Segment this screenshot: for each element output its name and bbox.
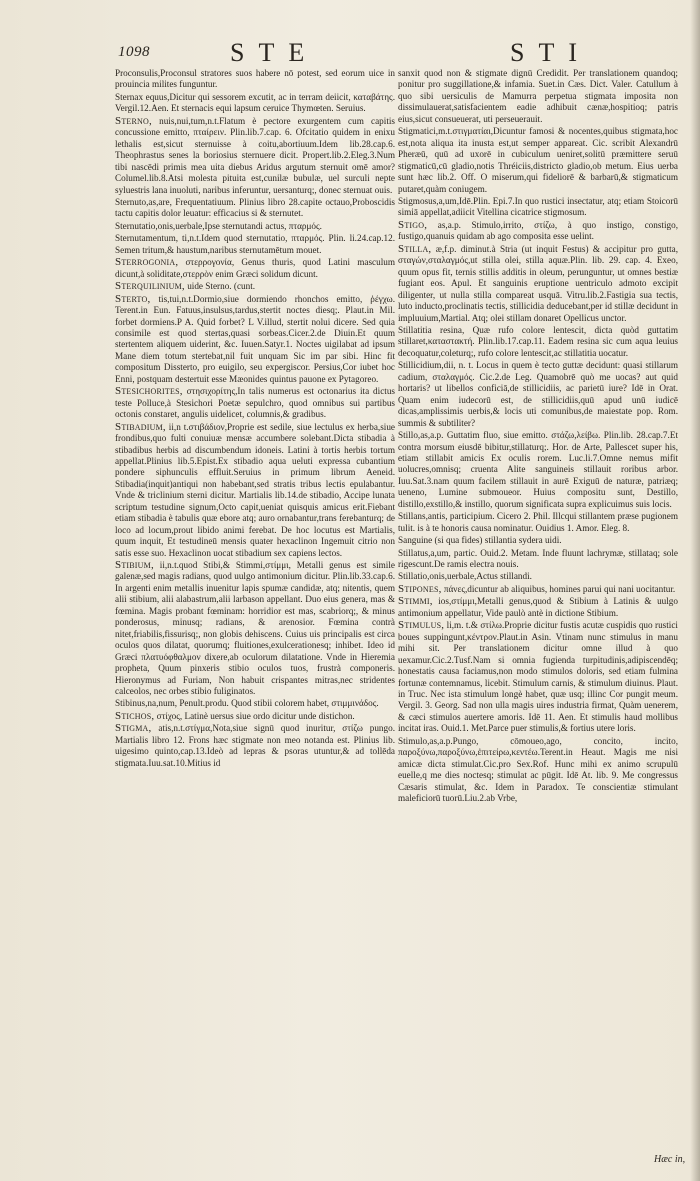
entry-text: Stillo,as,a.p. Guttatim fluo, siue emitto. στάζω,λείβω. Plin.lib. 28.cap.7.Et contra morsum eiusdē bibitur,stillaturq;. Hor. de Arte, Pallescet super his, etiam stillabit amicis Ex oculis rorem. Luc.li.7.Omne nemus mifit uolucres,omnisq; cruenta Alite sanguineis stillauit roribus arbor. Iuu.Sat.3.nam quum facilem stillauit in aurē Exiguū de naturæ, patriæq; ueneno, Lumine submoueor. Huius compositu sunt, Destillo, distillo,exstillo,& instillo, quorum significata supra explicuimus suis locis. bbox=[398, 430, 678, 509]
dictionary-entry bbox=[398, 620, 678, 735]
dictionary-entry bbox=[398, 430, 678, 510]
entry-headword: Stimmi, bbox=[398, 595, 433, 608]
entry-text: Stillicidium,dii, n. t. Locus in quem è tecto guttæ decidunt: quasi stillarum cadium, σταλαγμός. Cic.2.de Leg. Quamobrē quò me uocas? aut quid hortaris? ut libellos conficiā,de stillicidiis, ac parietū iure? Idē in Orat. Quam enim iudecorū est, de stillicidiis,quū apud unū iudicē dicas,amplissimis uerbis,& locis uti comunibus,de maiestate pop. Rom. summis & subtiliter? bbox=[398, 360, 678, 428]
dictionary-entry bbox=[115, 386, 395, 420]
entry-headword: Stimulus, bbox=[398, 619, 445, 632]
dictionary-entry bbox=[398, 571, 678, 582]
dictionary-entry bbox=[398, 736, 678, 805]
dictionary-entry bbox=[115, 68, 395, 91]
dictionary-entry bbox=[115, 221, 395, 232]
dictionary-entry bbox=[115, 711, 395, 722]
entry-text: Stillatitia resina, Quæ rufo colore lentescit, dicta quòd guttatim stillaret,καταστακτή. Plin.lib.17.cap.11. Eadem resina sic cum aqua leuius decoquatur,coleturq;, rufo colore lentescit,ac stillatitia uocatur. bbox=[398, 324, 678, 358]
dictionary-entry bbox=[115, 294, 395, 386]
running-head-right: STI bbox=[510, 38, 591, 67]
entry-text: ii,n.t.quod Stibi,& Stimmi,στίμμι, Metalli genus est simile galenæ,sed magis radians, quod uulgo antimonium dicitur. Plin.lib.33.cap.6. In argenti enim metallis inuenitur lapis spumæ candidæ, atq; nitentis, quem alii stibium, alii alabastrum,alii larbason appellant. Duo eius genera, mas & fœmina. Magis probant fœminam: horridior est mas, scabriorq;, & minus ponderosus, minusq; radians, & arenosior. Fœmina contrà nitet,friabilis,fissurisq;, non globis dehiscens. Cuius uis principalis est circa oculos quos dilatat, quorumq; fluitiones,exulcerationesq; inhibet. Ideo id Græci πλατυόφθαλμον dixere,ab oculorum dilatatione. Vnde in Hieremia propheta, Quum pinxeris stibio oculos tuos, frustrà componeris. Hieronymus ad Furiam, Non habuit crispantes mitras,nec stridentes calceolos, nec orbes stibio fuliginatos. bbox=[115, 560, 395, 697]
entry-text: as,a.p. Stimulo,irrito, στίζω, à quo instigo, constigo, fustigo,quanuis quidam ab ago composita esse uelint. bbox=[398, 219, 678, 242]
entry-text: Stillatus,a,um, partic. Ouid.2. Metam. Inde fluunt lachrymæ, stillataq; sole rigescunt.De ramis electra nouis. bbox=[398, 547, 678, 570]
entry-headword: Sterquilinium, bbox=[115, 280, 185, 293]
entry-text: Stibinus,na,num, Penult.produ. Quod stibii colorem habet, στιμμινάδος. bbox=[115, 698, 379, 709]
dictionary-entry bbox=[398, 196, 678, 219]
entry-headword: Stilla, bbox=[398, 242, 432, 255]
entry-text: Stigmosus,a,um,Idē.Plin. Epi.7.In quo rustici insectatur, atq; etiam Stoicorū simiā appellat,adiicit Vitellina cicatrice stigmosum. bbox=[398, 195, 678, 218]
right-column bbox=[398, 68, 678, 806]
dictionary-entry bbox=[398, 244, 678, 324]
entry-text: Stigmatici,m.t.στιγματίαι,Dicuntur famosi & nocentes,quibus stigmata,hoc est,nota aliqua ita inusta est,ut semper appareat. Cic. scribit Alexandrū Pheræū, quū ad uxorē in cubiculum ueniret,solitū præmittere seruū stigmaticū,cū gladio,notis Thréiciis,districto gladio,ob metum. Eius uerba sunt hæc lib.2. Off. O miserum,qui fideliorē & barbarū,& stigmaticum putaret,quàm coniugem. bbox=[398, 126, 678, 194]
entry-headword: Stichos, bbox=[115, 709, 155, 722]
dictionary-entry bbox=[115, 197, 395, 220]
dictionary-entry bbox=[115, 116, 395, 196]
entry-text: nuis,nui,tum,n.t.Flatum è pectore exurgentem cum capitis concussione emitto, πταίρειν. Plin.lib.7.cap. 6. Ofcitatio quidem in enixu lethalis est,sicut sternuisse à coitu,abortiuum.Idem lib.28.cap.6. Theophrastus senes la boriosius sternuere dicit. Propert.lib.2.Eleg.3.Num tibi nascēdi primis mea uita diebus Aridus argutum sternuit omē amor? Columel.lib.8.Atsi molesta pituita est,cunilæ bubulæ, uel surculi nepte syluestris lana inuoluti, naribus inferuntur, uersanturq;, donec sternuat ouis. bbox=[115, 115, 395, 195]
dictionary-entry bbox=[398, 220, 678, 243]
entry-text: ios,στίμμι,Metalli genus,quod & Stibium à Latinis & uulgo antimonium appellatur, Vide paulò antè in dictione Stibium. bbox=[398, 596, 678, 618]
entry-text: tis,tui,n.t.Dormio,siue dormiendo rhonchos emitto, ῥέγχω. Terent.in Eun. Fatuus,insulsus,tardus,stertit noctes diesq;. Plaut.in Mil. forbet dormiens.P A. Quid forbet? L V.illud, stertit nolui dicere. Sed quia consimile est quod stertas,quasi sorbeas.Cicer.2.de Diuin.Et quum stertentem aliquem uiderint, &c. Iuuen.Satyr.1. Noctes uigilabat ad ipsum Mane diem totum stertebat,nil fuit unquam Sic im par sibi. Hinc fit compositum Dissterto, pro euigilo, seu expergiscor. Persius,Cor iubet hoc Enni, postquam destertuit esse Mæonides quintus pauone ex Pytagoreo. bbox=[115, 293, 396, 384]
dictionary-entry bbox=[115, 560, 395, 697]
entry-headword: Stesichorites, bbox=[115, 385, 183, 398]
entry-text: στερρογονία, Genus thuris, quod Latini masculum dicunt,à soliditate,στερρὸν enim Græci solidum dicunt. bbox=[115, 257, 396, 279]
entry-headword: Stigma, bbox=[115, 722, 152, 735]
dictionary-entry bbox=[398, 360, 678, 429]
entry-text: æ,f.p. diminut.à Stria (ut inquit Festus) & accipitur pro gutta, σταγών,σταλαγμός,ut stilla olei, stilla aquæ.Plin. lib. 29. cap. 4. Exeo, quum opus fit, ternis stillis additis in oleum, perunguntur, ut omnes bestiæ fugiant eos. Apul. Et sanguinis eruptione uentriculo admoto excipit diligenter, ut nulla stilla compareat usquā. Vitru.lib.2.Fastigia sua tectis, luto inducto,proclinatis tectis, stillicidia deducebant,per id stillæ decidunt in impluuium,Martial. Atq; olei stillam donaret Opellicus unctor. bbox=[398, 243, 679, 323]
dictionary-entry bbox=[115, 257, 395, 280]
dictionary-entry bbox=[115, 92, 395, 115]
dictionary-entry bbox=[398, 126, 678, 195]
entry-text: στησιχορίτης,In talis numerus est octonarius ita dictus teste Polluce,à Stesichori Poetæ sepulchro, quod omnibus sui partibus octonis constaret, angulis uidelicet, columnis,& gradibus. bbox=[115, 386, 396, 420]
entry-text: Stillatio,onis,uerbale,Actus stillandi. bbox=[398, 571, 532, 582]
dictionary-entry bbox=[398, 535, 678, 546]
entry-text: sanxit quod non & stigmate dignū Credidit. Per translationem quandoq; ponitur pro suggillatione,& infamia. Suet.in Cæs. Dict. Valer. Catullum à quo sibi uersiculis de Mamurra perpetua stigmata imposita non dissimulauerat,satisfacientem eadie adhibuit cænæ,hospitioq; patris eius,sicut consueuerat, uti perseuerauit. bbox=[398, 68, 678, 124]
entry-text: Sternutamentum, ti,n.t.Idem quod sternutatio, πταρμός. Plin. li.24.cap.12. Semen tritum,& haustum,naribus sternutamētum mouet. bbox=[115, 233, 395, 255]
entry-text: Sternuto,as,are, Frequentatiuum. Plinius libro 28.capite octauo,Proboscidis tactu capitis dolor leuatur: efficacius si & sternutet. bbox=[115, 196, 395, 219]
entry-headword: Sterto, bbox=[115, 292, 151, 305]
dictionary-entry bbox=[398, 584, 678, 595]
dictionary-entry bbox=[115, 281, 395, 292]
dictionary-entry bbox=[115, 698, 395, 709]
entry-text: πάνες,dicuntur ab aliquibus, homines parui qui nani uocitantur. bbox=[443, 583, 676, 594]
dictionary-entry bbox=[398, 68, 678, 125]
entry-text: Stimulo,as,a.p.Pungo, cōmoueo,ago, concito, incito, παροξύνω,παροξύνω,ἐπιτείρω,κεντέω.Terent.in Heaut. Magis me nisi amicæ dicta stimulat.Cic.pro Sex.Rof. Hunc mihi ex animo scrupulū euelle,q me dies noctesq; stimulat ac pūgit. Idē At. lib. 9. Me congressus Cæsaris stimulat, &c. Idem in Paradox. Te conscientiæ stimulant maleficiorū tuorū.Liu.2.ab Vrbe, bbox=[398, 735, 678, 804]
entry-text: Sanguine (si qua fides) stillantia sydera uidi. bbox=[398, 535, 562, 546]
page-edge-shadow bbox=[690, 0, 700, 1181]
entry-headword: Sterno, bbox=[115, 114, 152, 127]
entry-text: atis,n.t.στίγμα,Nota,siue signū quod inuritur, στίζω pungo. Martialis libro 12. Frons hæc stigmate non meo notanda est. Plinius lib. uigesimo quinto,cap.13.Ideò ad lepras & psoras utuntur,& ad tollēda stigmata.Iuu.sat.10.Mitius id bbox=[115, 723, 395, 768]
entry-text: Proconsulis,Proconsul stratores suos habere nō potest, sed eorum uice in prouincia milites funguntur. bbox=[115, 68, 395, 90]
entry-text: στίχος, Latinè uersus siue ordo dicitur unde distichon. bbox=[156, 710, 355, 721]
entry-headword: Sterrogonia, bbox=[115, 256, 179, 269]
entry-headword: Stigo, bbox=[398, 218, 428, 231]
dictionary-entry bbox=[398, 596, 678, 619]
running-head-left: STE bbox=[230, 38, 319, 67]
dictionary-entry bbox=[115, 422, 395, 559]
entry-text: uide Sterno. (cunt. bbox=[187, 281, 256, 292]
dictionary-entry bbox=[115, 233, 395, 256]
entry-headword: Stipones, bbox=[398, 582, 442, 595]
entry-text: li,m. t.& στίλω.Proprie dicitur fustis acutæ cuspidis quo rustici boues suppingunt,κέντρον.Plaut.in Asin. Vtinam nunc stimulus in manu mihi sit. Per translationem dicitur omne illud à quo uexamur.Cic.2.Tusf.Nam si omnia fugienda turpitudinis,adipiscendēq; honestatis causa faciamus,non modo stimulos doloris, sed etiam fulmina fortunæ contemnamus, licebit. Stimulum carnis, & stimulum diuinus. Plaut. in Truc. Nec ista stimulum longè habet, quæ usq; illinc Cor pungit meum. Vergil. 3. Georg. Sad non ulla magis uires industria firmat, Quàm uenerem, & cæci stimulos auertere amoris. Idē 11. Aen. Et stimulis haud mollibus incitat iras. Ouid.1. Met.Parce puer stimulis,& fortius utere loris. bbox=[398, 620, 678, 734]
entry-text: Sternax equus,Dicitur qui sessorem excutit, ac in terram deiicit, καταβάτης. Vergil.12.Aen. Et sternacis equi lapsum ceruice Thymœten. Seruius. bbox=[115, 91, 395, 114]
entry-headword: Stibadium, bbox=[115, 420, 166, 433]
entry-text: Sternutatio,onis,uerbale,Ipse sternutandi actus, πταρμός. bbox=[115, 220, 322, 231]
entry-text: Stillans,antis, participium. Cicero 2. Phil. Illcqui stillantem præse pugionem tulit. is à te honoris causa nominatur. Ouidius 1. Amor. Eleg. 8. bbox=[398, 511, 678, 533]
dictionary-entry bbox=[398, 325, 678, 359]
dictionary-entry bbox=[398, 548, 678, 571]
catchword: Hæc in, bbox=[654, 1154, 686, 1165]
left-column bbox=[115, 68, 395, 770]
dictionary-entry bbox=[398, 511, 678, 534]
page-number: 1098 bbox=[118, 44, 150, 60]
dictionary-entry bbox=[115, 723, 395, 769]
entry-text: ii,n t.στιβάδιον,Proprie est sedile, siue lectulus ex herba,siue frondibus,quo fulti conuiuæ mensæ accumbere solebant.Dicta stibadia à stibadibus herbis ad discumbendum idoneis. Latini à tortis herbis tortum appellat.Plinius lib.5.Epist.Ex stibadio aqua ueluti expressa cubantium pondere siphunculis effluit.Seruius in primum librum Aeneid. Stibadia(inquit)antiqui non habebant,sed stratis tribus lectis epulabantur. Vnde & triclinium sterni dicitur. Martialis lib.14.de stibadio, Accipe lunata scriptum testudine signum,Octo capit,ueniat quisquis amicus erit.Fiebant etiam stibadia è tabulis quæ ebore atq; auro ornabantur,trans ferebanturq; de loco ad locum,prout libido animi ferebat. De hoc locutus est Martialis, quum inquit, Et testudineū mensis quater hexaclinon Ingemuit citrio non satis esse suo. Hexaclinon uocat stibadium sex capiens lectos. bbox=[115, 421, 396, 558]
entry-headword: Stibium, bbox=[115, 559, 154, 572]
